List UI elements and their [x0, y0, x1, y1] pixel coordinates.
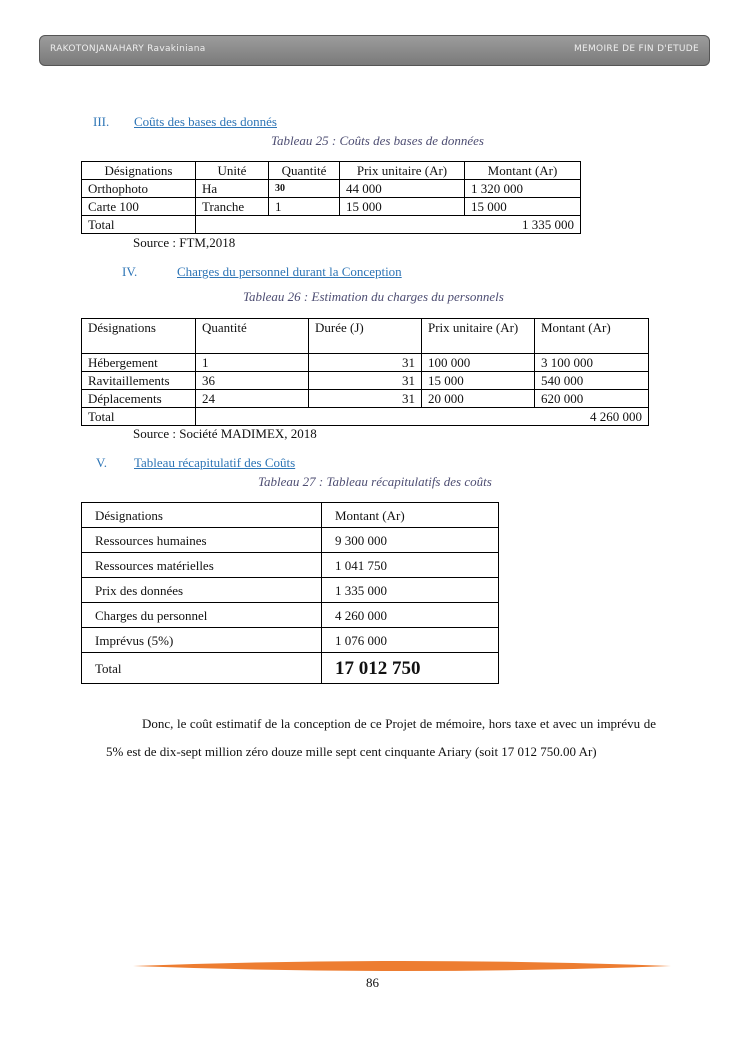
total-value: 17 012 750 — [322, 653, 499, 684]
column-header: Montant (Ar) — [535, 319, 649, 354]
section-5-heading — [96, 455, 295, 471]
table-row — [82, 578, 499, 603]
conclusion-text: Donc, le coût estimatif de la conception de ce Projet de mémoire, hors taxe et avec un imprévu de 5% est de dix-sept million zéro douze mille sept cent cinquante Ariary (soit 17 012 750.00 Ar) — [106, 716, 656, 759]
cell-designation: Charges du personnel — [82, 603, 322, 628]
cell-quantite: 24 — [196, 390, 309, 408]
column-header: Montant (Ar) — [465, 162, 581, 180]
swoosh-shape — [133, 961, 671, 971]
table-27-caption: Tableau 27 : Tableau récapitulatifs des coûts — [258, 474, 492, 489]
table-27 — [81, 502, 499, 684]
table-row — [82, 553, 499, 578]
column-header: Quantité — [269, 162, 340, 180]
cell-designation: Orthophoto — [82, 180, 196, 198]
column-header: Désignations — [82, 319, 196, 354]
section-5-title: Tableau récapitulatif des Coûts — [134, 455, 296, 470]
cell-quantite: 30 — [269, 180, 340, 198]
cell-designation: Hébergement — [82, 354, 196, 372]
table-25-source: Source : FTM,2018 — [133, 235, 236, 250]
cell-prix: 44 000 — [340, 180, 465, 198]
cell-unite: Tranche — [196, 198, 269, 216]
footer-swoosh-decoration — [133, 958, 671, 974]
table-total-row — [82, 408, 649, 426]
section-4-title: Charges du personnel durant la Conception — [177, 264, 402, 279]
cell-duree: 31 — [309, 354, 422, 372]
table-header-row — [82, 319, 649, 354]
cell-montant: 1 320 000 — [465, 180, 581, 198]
table-25 — [81, 161, 581, 234]
cell-montant: 1 041 750 — [322, 553, 499, 578]
cell-designation: Prix des données — [82, 578, 322, 603]
table-total-row — [82, 653, 499, 684]
cell-designation: Ressources humaines — [82, 528, 322, 553]
table-26-source: Source : Société MADIMEX, 2018 — [133, 426, 317, 441]
cell-montant: 1 076 000 — [322, 628, 499, 653]
cell-designation: Carte 100 — [82, 198, 196, 216]
section-3-title: Coûts des bases des donnés — [134, 114, 277, 129]
page-header — [39, 35, 710, 66]
table-row — [82, 354, 649, 372]
cell-quantite: 1 — [196, 354, 309, 372]
cell-duree: 31 — [309, 372, 422, 390]
section-3-number: III. — [93, 114, 110, 129]
cell-montant: 15 000 — [465, 198, 581, 216]
cell-montant: 3 100 000 — [535, 354, 649, 372]
table-header-row — [82, 503, 499, 528]
column-header: Prix unitaire (Ar) — [422, 319, 535, 354]
table-row — [82, 372, 649, 390]
column-header: Prix unitaire (Ar) — [340, 162, 465, 180]
cell-montant: 4 260 000 — [322, 603, 499, 628]
column-header: Montant (Ar) — [322, 503, 499, 528]
total-label: Total — [82, 653, 322, 684]
cell-prix: 100 000 — [422, 354, 535, 372]
section-4-heading — [122, 264, 402, 280]
total-value: 1 335 000 — [196, 216, 581, 234]
table-row — [82, 198, 581, 216]
cell-montant: 540 000 — [535, 372, 649, 390]
cell-montant: 9 300 000 — [322, 528, 499, 553]
cell-prix: 20 000 — [422, 390, 535, 408]
table-row — [82, 528, 499, 553]
table-row — [82, 603, 499, 628]
column-header: Unité — [196, 162, 269, 180]
table-row — [82, 180, 581, 198]
cell-designation: Ressources matérielles — [82, 553, 322, 578]
cell-montant: 620 000 — [535, 390, 649, 408]
cell-prix: 15 000 — [340, 198, 465, 216]
total-label: Total — [82, 408, 196, 426]
total-value: 4 260 000 — [196, 408, 649, 426]
cell-designation: Ravitaillements — [82, 372, 196, 390]
column-header: Durée (J) — [309, 319, 422, 354]
column-header: Quantité — [196, 319, 309, 354]
cell-montant: 1 335 000 — [322, 578, 499, 603]
table-row — [82, 628, 499, 653]
cell-prix: 15 000 — [422, 372, 535, 390]
section-4-number: IV. — [122, 264, 138, 279]
header-author: RAKOTONJANAHARY Ravakiniana — [50, 44, 206, 54]
cell-unite: Ha — [196, 180, 269, 198]
table-row — [82, 390, 649, 408]
table-25-caption: Tableau 25 : Coûts des bases de données — [271, 133, 484, 148]
cell-designation: Déplacements — [82, 390, 196, 408]
cell-duree: 31 — [309, 390, 422, 408]
table-total-row — [82, 216, 581, 234]
conclusion-paragraph — [106, 710, 656, 766]
column-header: Désignations — [82, 162, 196, 180]
section-5-number: V. — [96, 455, 107, 470]
cell-designation: Imprévus (5%) — [82, 628, 322, 653]
section-3-heading — [93, 114, 277, 130]
cell-quantite: 36 — [196, 372, 309, 390]
total-label: Total — [82, 216, 196, 234]
header-doc-type: MEMOIRE DE FIN D'ETUDE — [573, 44, 699, 54]
cell-quantite: 1 — [269, 198, 340, 216]
page-number: 86 — [366, 975, 379, 990]
table-26 — [81, 318, 649, 426]
table-header-row — [82, 162, 581, 180]
column-header: Désignations — [82, 503, 322, 528]
table-26-caption: Tableau 26 : Estimation du charges du personnels — [243, 289, 504, 304]
